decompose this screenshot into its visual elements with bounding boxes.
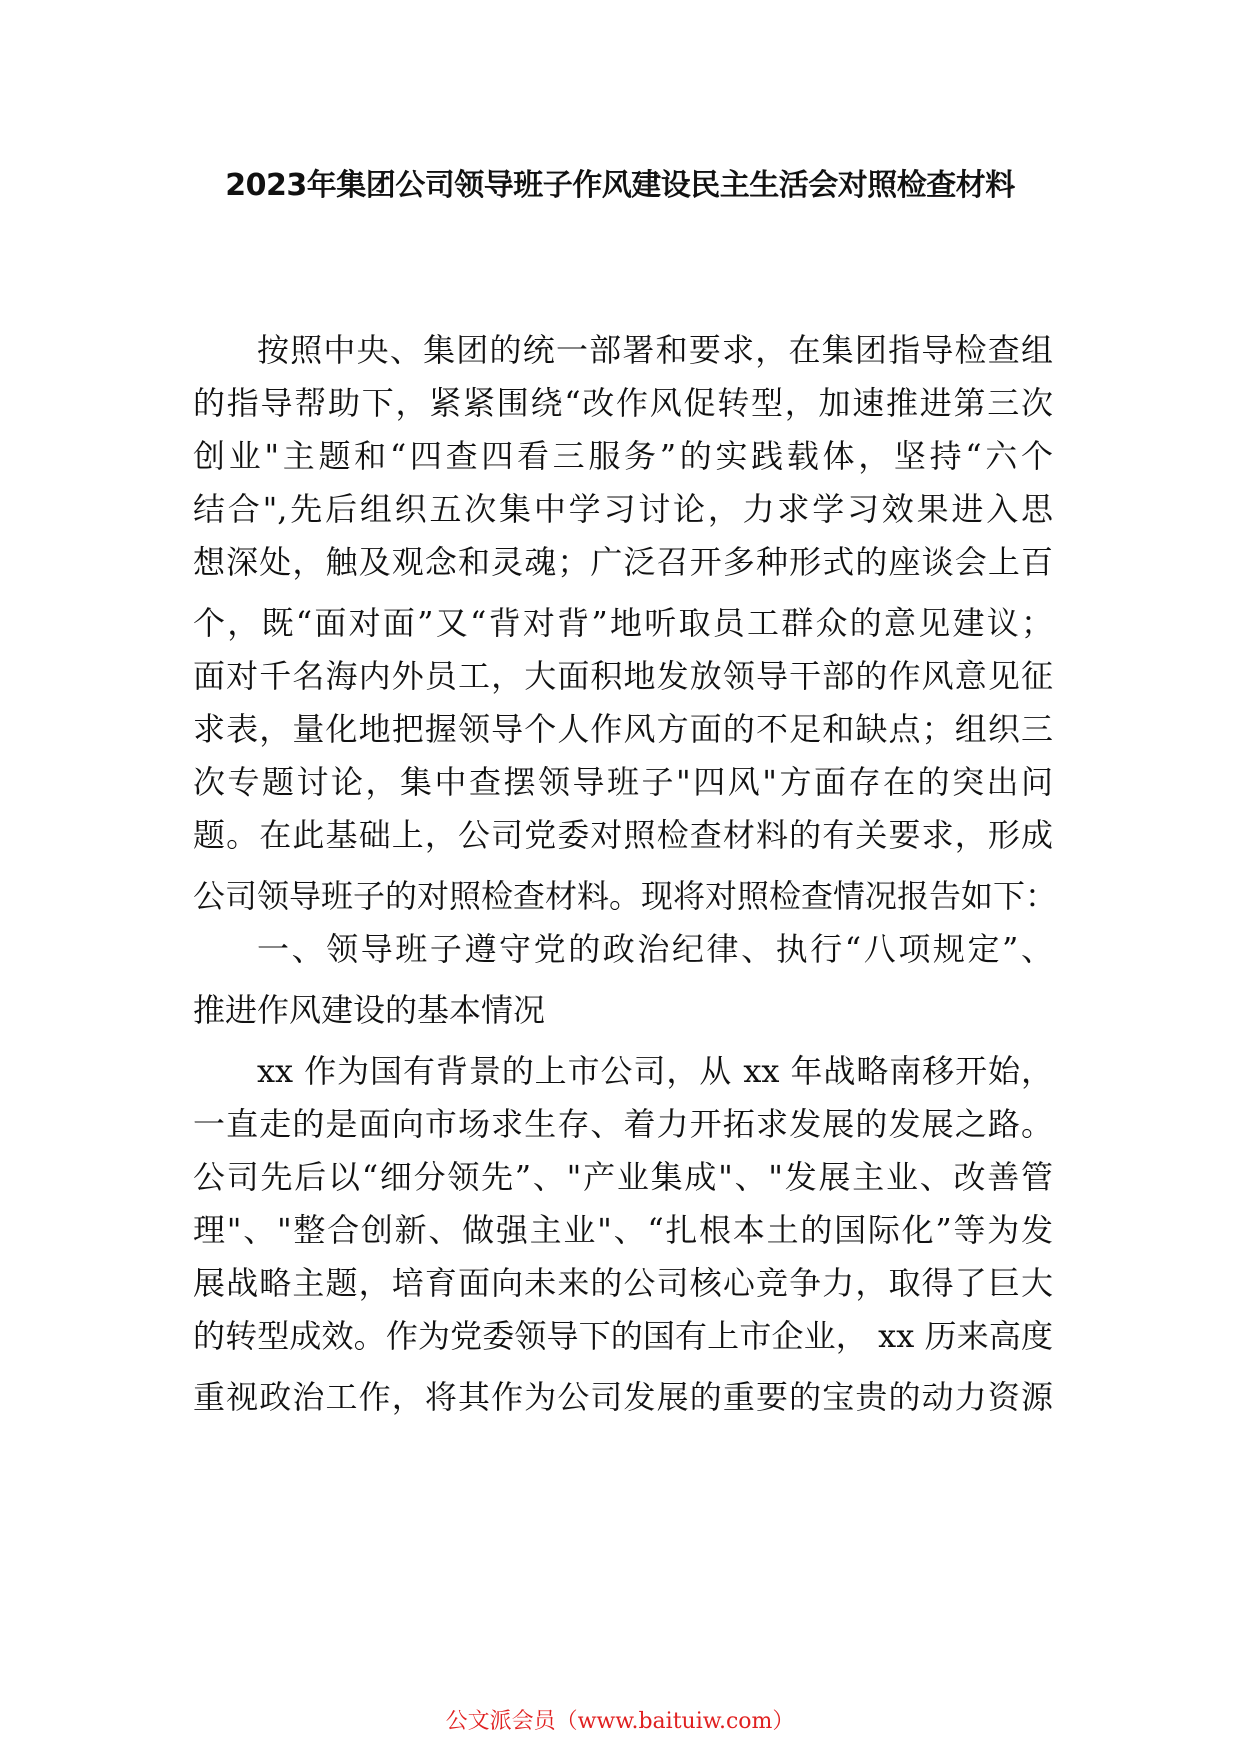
section-heading-line: 推进作风建设的基本情况 <box>193 991 546 1029</box>
paragraph-line: 面对千名海内外员工，大面积地发放领导干部的作风意见征 <box>193 657 1053 695</box>
section-heading-line: 一、领导班子遵守党的政治纪律、执行“八项规定”、 <box>257 930 1053 968</box>
paragraph-line: 题。在此基础上，公司党委对照检查材料的有关要求，形成 <box>193 816 1053 854</box>
paragraph-line: 一直走的是面向市场求生存、着力开拓求发展的发展之路。 <box>193 1105 1053 1143</box>
document-title: 2023年集团公司领导班子作风建设民主生活会对照检查材料 <box>225 168 1015 203</box>
paragraph-line: 公司领导班子的对照检查材料。现将对照检查情况报告如下： <box>193 877 1058 915</box>
paragraph-line: 的指导帮助下，紧紧围绕“改作风促转型，加速推进第三次 <box>193 384 1053 422</box>
paragraph-line: 想深处，触及观念和灵魂；广泛召开多种形式的座谈会上百 <box>193 543 1053 581</box>
footer-watermark-text: 公文派会员（www.baituiw.com） <box>445 1709 795 1734</box>
paragraph-line: 展战略主题，培育面向未来的公司核心竞争力，取得了巨大 <box>193 1264 1053 1302</box>
paragraph-line: xx 作为国有背景的上市公司，从 xx 年战略南移开始， <box>257 1052 1053 1090</box>
paragraph-line: 求表，量化地把握领导个人作风方面的不足和缺点；组织三 <box>193 710 1053 748</box>
paragraph-line: 创业"主题和“四查四看三服务”的实践载体，坚持“六个 <box>193 437 1053 475</box>
paragraph-line: 的转型成效。作为党委领导下的国有上市企业， xx 历来高度 <box>193 1317 1053 1355</box>
paragraph-line: 个，既“面对面”又“背对背”地听取员工群众的意见建议； <box>193 604 1053 642</box>
paragraph-line: 公司先后以“细分领先”、"产业集成"、"发展主业、改善管 <box>193 1158 1053 1196</box>
paragraph-line: 次专题讨论，集中查摆领导班子"四风"方面存在的突出问 <box>193 763 1053 801</box>
paragraph-line: 重视政治工作，将其作为公司发展的重要的宝贵的动力资源 <box>193 1378 1053 1416</box>
paragraph-line: 理"、"整合创新、做强主业"、“扎根本土的国际化”等为发 <box>193 1211 1053 1249</box>
paragraph-line: 结合",先后组织五次集中学习讨论，力求学习效果进入思 <box>193 490 1053 528</box>
paragraph-line: 按照中央、集团的统一部署和要求，在集团指导检查组 <box>257 331 1053 369</box>
